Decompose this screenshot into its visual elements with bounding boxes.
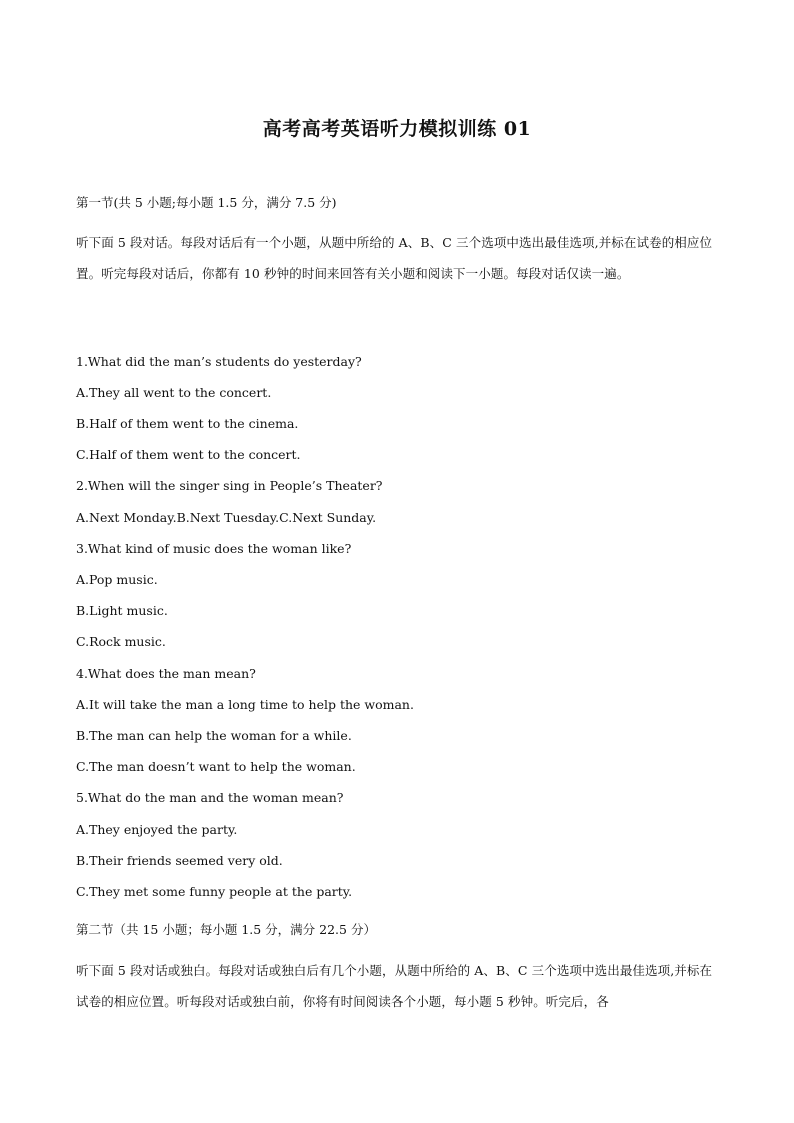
option-c: C.Rock music. [76,634,166,649]
page-title: 高考高考英语听力模拟训练 01 [262,118,532,140]
option-c: C.Half of them went to the concert. [76,447,301,462]
option-c: C.The man doesn’t want to help the woman. [76,759,356,774]
section1-instructions: 听下面 5 段对话。每段对话后有一个小题，从题中所给的 A、B、C 三个选项中选出最佳选项,并标在试卷的相应位置。听完每段对话后，你都有 10 秒钟的时间来回答有关小题和阅读下一小题。每段对话仅读一遍。 [76,235,713,281]
question-stem: 4.What does the man mean? [76,666,256,681]
question-stem: 3.What kind of music does the woman like? [76,541,352,556]
question-stem: 2.When will the singer sing in People’s Theater? [76,478,383,493]
section2-heading: 第二节（共 15 小题；每小题 1.5 分，满分 22.5 分） [76,922,376,937]
option-b: B.The man can help the woman for a while. [76,728,352,743]
question-stem: 5.What do the man and the woman mean? [76,790,344,805]
option-a: A.They enjoyed the party. [76,822,238,837]
option-a: A.It will take the man a long time to help the woman. [76,697,414,712]
question-stem: 1.What did the man’s students do yesterday? [76,354,362,369]
section1-heading: 第一节(共 5 小题;每小题 1.5 分，满分 7.5 分) [76,195,337,210]
option-b: B.Their friends seemed very old. [76,853,283,868]
option-b: B.Half of them went to the cinema. [76,416,299,431]
section2-instructions: 听下面 5 段对话或独白。每段对话或独白后有几个小题，从题中所给的 A、B、C 三个选项中选出最佳选项,并标在试卷的相应位置。听每段对话或独白前，你将有时间阅读各个小题，每小题 5 秒钟。听完后，各 [76,963,713,1009]
options-inline: A.Next Monday.B.Next Tuesday.C.Next Sunday. [76,510,377,525]
option-a: A.Pop music. [76,572,158,587]
option-b: B.Light music. [76,603,168,618]
option-c: C.They met some funny people at the party. [76,884,353,899]
option-a: A.They all went to the concert. [76,385,272,400]
